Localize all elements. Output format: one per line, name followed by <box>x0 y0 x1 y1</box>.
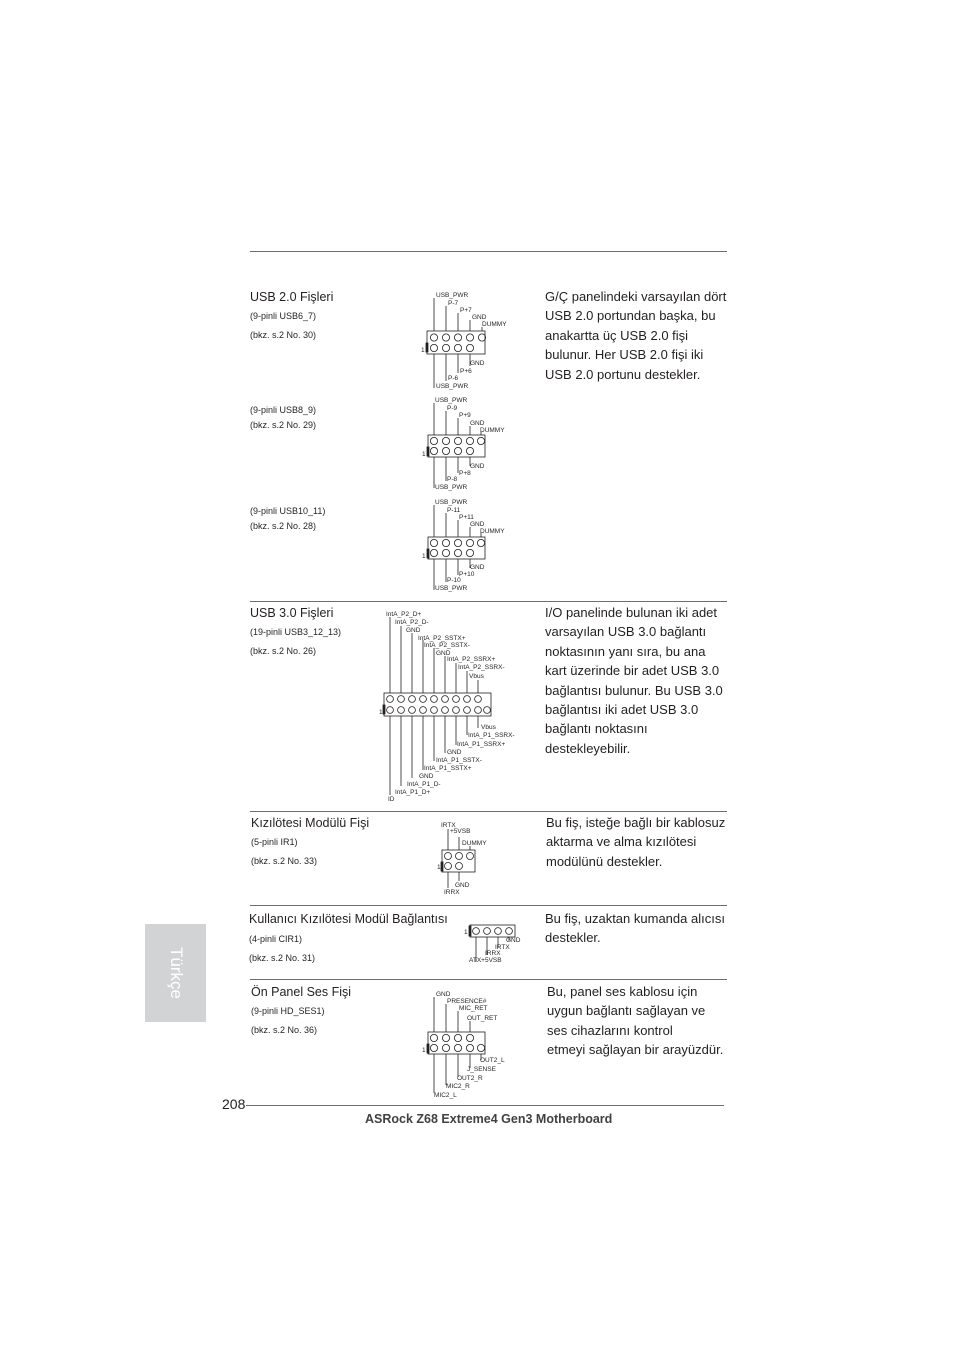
pin-label: GND <box>470 564 485 571</box>
ir-title: Kızılötesi Modülü Fişi <box>251 816 370 830</box>
pin-label: GND <box>419 773 434 780</box>
ir-description <box>546 813 731 871</box>
desc-line: bağlantı noktasını <box>545 721 648 737</box>
desc-line: destekleyebilir. <box>545 740 631 756</box>
pin-label: P+6 <box>460 368 472 375</box>
footer-rule <box>246 1105 724 1106</box>
pin-label: IRRX <box>485 950 501 957</box>
usb20-title: USB 2.0 Fişleri <box>250 290 334 304</box>
pin-label: P+10 <box>459 571 475 578</box>
pin-label: USB_PWR <box>435 397 468 404</box>
desc-line: destekler. <box>545 930 601 946</box>
desc-line: I/O panelinde bulunan iki adet <box>545 605 718 620</box>
pin-label: MIC_RET <box>459 1005 488 1012</box>
usb30-model: (19-pinli USB3_12_13) <box>250 627 342 637</box>
pin-label: GND <box>470 360 485 367</box>
pin-label: GND <box>447 749 462 756</box>
pin-label: IRTX <box>441 822 456 829</box>
desc-line: USB 2.0 portunu destekler. <box>545 366 701 382</box>
pin-label: IntA_P1_SSTX- <box>436 757 482 764</box>
pin-one-label: 1 <box>422 1047 426 1054</box>
pin-label: P-9 <box>447 405 458 412</box>
pin-label: IntA_P1_SSTX+ <box>424 765 472 772</box>
pin-label: MIC2_R <box>446 1083 470 1090</box>
pin-label: IntA_P1_SSRX- <box>468 732 515 739</box>
pin-label: P+9 <box>459 412 471 419</box>
pin-one-label: 1 <box>422 553 426 560</box>
audio-model: (9-pinli HD_SES1) <box>251 1006 325 1016</box>
desc-line: ses cihazlarını kontrol <box>547 1022 673 1038</box>
page-number: 208 <box>222 1096 246 1112</box>
pin-label: IntA_P1_D- <box>407 781 441 788</box>
pin-label: IntA_P1_D+ <box>395 789 431 796</box>
desc-line: bulunur. Her USB 2.0 fişi iki <box>545 347 704 363</box>
pin-label: IntA_P2_SSTX+ <box>418 635 466 642</box>
language-side-tab <box>145 924 206 1022</box>
footer-title: ASRock Z68 Extreme4 Gen3 Motherboard <box>365 1112 613 1126</box>
desc-line: modülünü destekler. <box>546 853 663 869</box>
pin-label: P+11 <box>459 514 474 521</box>
pin-label: P-10 <box>447 577 461 584</box>
pin-label: IRTX <box>495 944 510 951</box>
pin-label: ID <box>388 796 395 803</box>
desc-line: uygun bağlantı sağlayan ve <box>547 1003 706 1019</box>
language-label: Türkçe <box>166 947 186 999</box>
top-rule <box>250 251 727 252</box>
desc-line: Bu fiş, uzaktan kumanda alıcısı <box>545 911 725 926</box>
usb20-header2-model: (9-pinli USB8_9) <box>250 405 317 415</box>
cir-description <box>545 909 730 948</box>
pin-label: IntA_P2_D+ <box>386 611 422 618</box>
pin-label: +5VSB <box>450 828 471 835</box>
cir-ref: (bkz. s.2 No. 31) <box>249 953 316 963</box>
desc-line: aktarma ve alma kızılötesi <box>546 834 697 850</box>
cir-title: Kullanıcı Kızılötesi Modül Bağlantısı <box>249 912 448 926</box>
audio-title: Ön Panel Ses Fişi <box>251 985 352 999</box>
usb30-description <box>545 603 730 758</box>
desc-line: anakartta üç USB 2.0 fişi <box>545 327 689 343</box>
usb20-header1-model: (9-pinli USB6_7) <box>250 311 317 321</box>
pin-label: P-6 <box>448 375 459 382</box>
pin-label: PRESENCE# <box>447 998 487 1005</box>
pin-label: GND <box>470 420 485 427</box>
pin-label: USB_PWR <box>435 585 468 592</box>
pin-label: GND <box>470 463 485 470</box>
pin-one-label: 1 <box>464 929 468 936</box>
usb30-ref: (bkz. s.2 No. 26) <box>250 646 317 656</box>
pin-label: IntA_P2_SSTX- <box>424 642 470 649</box>
usb20-header2-ref: (bkz. s.2 No. 29) <box>250 420 317 430</box>
desc-line: USB 2.0 portundan başka, bu <box>545 308 716 324</box>
pin-one-label: 1 <box>437 864 441 871</box>
pin-label: DUMMY <box>480 427 505 434</box>
pin-label: MIC2_L <box>434 1092 457 1099</box>
pin-label: IRRX <box>444 889 460 896</box>
pin-label: P+7 <box>460 307 472 314</box>
desc-line: bağlantısı iki adet USB 3.0 <box>545 702 699 718</box>
pin-label: GND <box>472 314 487 321</box>
pin-label: USB_PWR <box>436 292 469 299</box>
section-divider <box>250 905 727 906</box>
usb20-header3-model: (9-pinli USB10_11) <box>250 506 326 516</box>
pin-label: IntA_P2_SSRX+ <box>447 656 496 663</box>
pin-label: GND <box>436 650 451 657</box>
desc-line: Bu, panel ses kablosu için <box>547 984 698 999</box>
desc-line: etmeyi sağlayan bir arayüzdür. <box>547 1042 724 1058</box>
ir-ref: (bkz. s.2 No. 33) <box>251 856 318 866</box>
pin-label: IntA_P1_SSRX+ <box>457 741 506 748</box>
pin-label: P-8 <box>447 476 458 483</box>
ir-model: (5-pinli IR1) <box>251 837 298 847</box>
desc-line: bağlantısı bulunur. Bu USB 3.0 <box>545 682 723 698</box>
pin-label: USB_PWR <box>436 383 469 390</box>
pin-label: GND <box>406 627 421 634</box>
pin-label: OUT_RET <box>467 1015 498 1022</box>
pin-label: P+8 <box>459 470 471 477</box>
pin-label: P-7 <box>448 300 459 307</box>
section-divider <box>250 979 727 980</box>
usb20-description <box>545 287 730 384</box>
pin-label: GND <box>455 882 470 889</box>
pin-one-label: 1 <box>379 709 383 716</box>
desc-line: kart üzerinde bir adet USB 3.0 <box>545 663 720 679</box>
section-divider <box>250 601 727 602</box>
pin-label: J_SENSE <box>467 1066 496 1073</box>
usb30-title: USB 3.0 Fişleri <box>250 606 334 620</box>
pin-label: USB_PWR <box>435 484 468 491</box>
pin-label: OUT2_L <box>480 1057 505 1064</box>
pin-label: ATX+5VSB <box>469 957 502 964</box>
pin-label: DUMMY <box>482 321 507 328</box>
desc-line: G/Ç panelindeki varsayılan dört <box>545 289 727 304</box>
pin-label: DUMMY <box>480 528 505 535</box>
pin-label: IntA_P2_SSRX- <box>458 664 505 671</box>
section-divider <box>250 811 727 812</box>
pin-label: IntA_P2_D- <box>395 619 429 626</box>
pin-label: GND <box>506 937 521 944</box>
pin-label: Vbus <box>469 673 484 680</box>
cir-model: (4-pinli CIR1) <box>249 934 303 944</box>
audio-description <box>547 982 732 1060</box>
desc-line: varsayılan USB 3.0 bağlantı <box>545 624 707 640</box>
pin-label: P-11 <box>447 507 461 514</box>
pin-label: USB_PWR <box>435 499 468 506</box>
desc-line: noktasının yanı sıra, bu ana <box>545 643 706 659</box>
pin-label: GND <box>470 521 485 528</box>
usb20-header3-ref: (bkz. s.2 No. 28) <box>250 521 317 531</box>
pin-label: OUT2_R <box>457 1075 483 1082</box>
pin-one-label: 1 <box>422 451 426 458</box>
pin-label: DUMMY <box>462 840 487 847</box>
pin-one-label: 1 <box>421 347 425 354</box>
desc-line: Bu fiş, isteğe bağlı bir kablosuz <box>546 815 726 830</box>
audio-ref: (bkz. s.2 No. 36) <box>251 1025 318 1035</box>
usb20-header1-ref: (bkz. s.2 No. 30) <box>250 330 317 340</box>
pin-label: GND <box>436 991 451 998</box>
pin-label: Vbus <box>481 724 496 731</box>
